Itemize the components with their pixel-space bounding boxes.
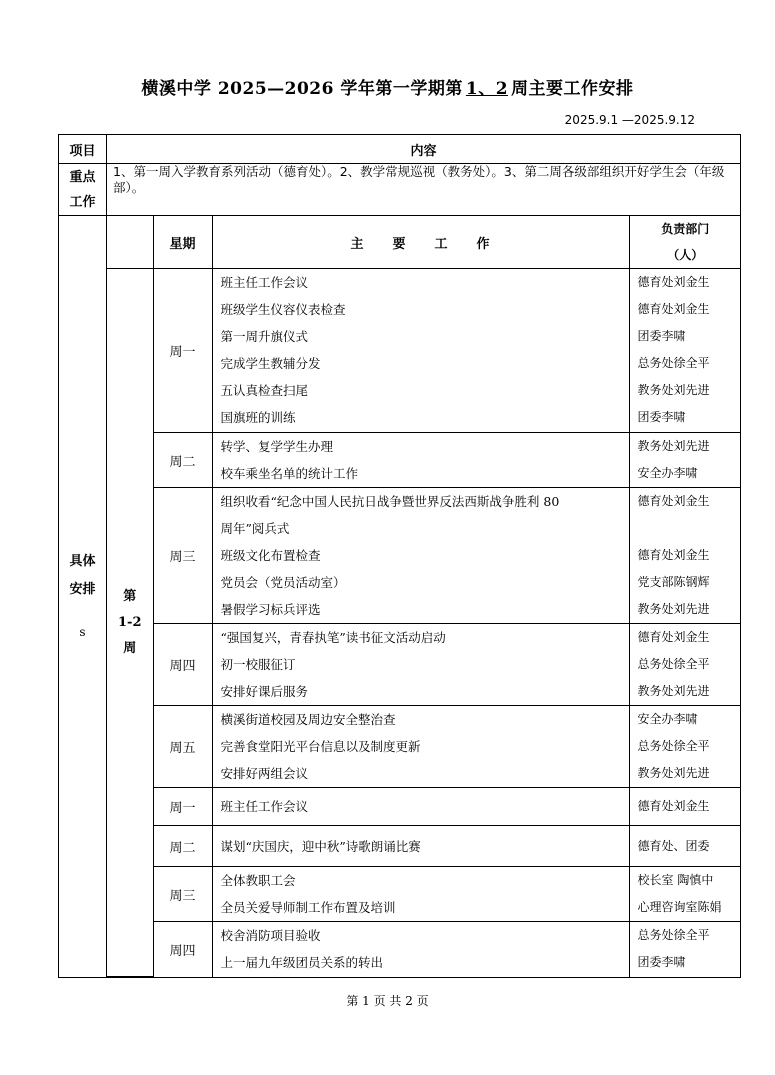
dept-item: 安全办李啸 <box>637 712 698 727</box>
weekday-cell: 周一 <box>153 269 212 433</box>
weekday-cell: 周四 <box>153 922 212 977</box>
work-item: 全员关爱导师制工作布置及培训 <box>220 900 396 916</box>
weekday-cell: 周三 <box>153 488 212 624</box>
side-mark: s <box>79 624 86 639</box>
dept-item: 党支部陈钢辉 <box>637 575 710 590</box>
dept-cell <box>629 922 741 977</box>
work-item: 班主任工作会议 <box>220 799 309 815</box>
work-cell <box>212 269 629 433</box>
work-item: 上一届九年级团员关系的转出 <box>220 955 384 971</box>
dept-cell <box>629 788 741 826</box>
work-item: 组织收看“纪念中国人民抗日战争暨世界反法西斯战争胜利 80 <box>220 494 560 510</box>
work-item: “强国复兴，青春执笔”读书征文活动启动 <box>220 630 446 646</box>
title-suffix: 周主要工作安排 <box>511 79 634 99</box>
weekday-cell: 周二 <box>153 433 212 488</box>
dept-item: 德育处刘金生 <box>637 799 710 814</box>
col-dept <box>629 216 741 269</box>
dept-item: 教务处刘先进 <box>637 383 710 398</box>
work-item: 班级学生仪容仪表检查 <box>220 302 346 318</box>
work-item: 完成学生教辅分发 <box>220 356 321 372</box>
work-item: 暑假学习标兵评选 <box>220 602 321 618</box>
title-weeks: 1、2 <box>465 79 509 99</box>
work-cell <box>212 826 629 867</box>
dept-item: 心理咨询室陈娟 <box>637 900 722 915</box>
col-work: 主 要 工 作 <box>212 216 629 269</box>
week-header-empty <box>107 216 153 269</box>
work-item: 校车乘坐名单的统计工作 <box>220 466 359 482</box>
key-work-text: 1、第一周入学教育系列活动（德育处）。2、教学常规巡视（教务处）。3、第二周各级部组织开好学生会（年级部）。 <box>107 164 741 216</box>
dept-item: 总务处徐全平 <box>637 356 710 371</box>
dept-item: 德育处刘金生 <box>637 494 710 509</box>
dept-item: 团委李啸 <box>637 410 686 425</box>
dept-cell <box>629 624 741 706</box>
dept-item: 校长室 陶慎中 <box>637 873 714 888</box>
dept-item: 教务处刘先进 <box>637 684 710 699</box>
dept-item: 安全办李啸 <box>637 466 698 481</box>
work-item: 全体教职工会 <box>220 873 296 889</box>
dept-item <box>630 515 742 542</box>
weekday-cell: 周五 <box>153 706 212 788</box>
weekday-cell: 周一 <box>153 788 212 826</box>
dept-item: 德育处、团委 <box>637 838 710 853</box>
work-cell <box>212 706 629 788</box>
work-cell <box>212 788 629 826</box>
dept-cell <box>629 826 741 867</box>
dept-item: 德育处刘金生 <box>637 302 710 317</box>
work-cell <box>212 433 629 488</box>
work-item: 转学、复学学生办理 <box>220 439 334 455</box>
document-title <box>0 74 775 99</box>
work-item: 初一校服征订 <box>220 657 296 673</box>
work-item: 五认真检查扫尾 <box>220 383 309 399</box>
work-item: 班级文化布置检查 <box>220 548 321 564</box>
col-dept-line2: （人） <box>667 248 704 263</box>
dept-item: 德育处刘金生 <box>637 275 710 290</box>
work-item: 安排好两组会议 <box>220 766 309 782</box>
dept-item: 总务处徐全平 <box>637 657 710 672</box>
week-label <box>107 269 153 977</box>
work-item: 谋划“庆国庆，迎中秋”诗歌朗诵比赛 <box>220 838 421 854</box>
dept-cell <box>629 433 741 488</box>
dept-cell <box>629 488 741 624</box>
side-label-cell <box>59 216 107 978</box>
side-label: 具体安排 <box>69 553 96 597</box>
dept-item: 总务处徐全平 <box>637 928 710 943</box>
work-item: 安排好课后服务 <box>220 684 309 700</box>
dept-cell <box>629 706 741 788</box>
dept-item: 教务处刘先进 <box>637 439 710 454</box>
dept-item: 德育处刘金生 <box>637 630 710 645</box>
date-range: 2025.9.1 —2025.9.12 <box>564 113 695 127</box>
dept-cell <box>629 867 741 922</box>
work-cell <box>212 488 629 624</box>
title-prefix: 横溪中学 2025—2026 学年第一学期第 <box>141 79 463 99</box>
dept-item: 教务处刘先进 <box>637 766 710 781</box>
work-item: 校舍消防项目验收 <box>220 928 321 944</box>
detail-table <box>107 216 741 977</box>
weekday-cell: 周二 <box>153 826 212 867</box>
header-item: 项目 <box>59 135 107 164</box>
weekday-cell: 周三 <box>153 867 212 922</box>
work-item: 完善食堂阳光平台信息以及制度更新 <box>220 739 421 755</box>
schedule-table <box>58 134 741 978</box>
key-work-label-text: 重点工作 <box>69 169 96 210</box>
work-item: 周年”阅兵式 <box>220 521 290 537</box>
dept-cell <box>629 269 741 433</box>
col-dept-line1: 负责部门 <box>661 222 710 237</box>
page-footer: 第 1 页 共 2 页 <box>346 994 429 1008</box>
work-item: 国旗班的训练 <box>220 410 296 426</box>
key-work-label <box>59 164 107 216</box>
dept-item: 团委李啸 <box>637 329 686 344</box>
dept-item: 总务处徐全平 <box>637 739 710 754</box>
dept-item: 教务处刘先进 <box>637 602 710 617</box>
dept-item: 团委李啸 <box>637 955 686 970</box>
work-item: 党员会（党员活动室） <box>220 575 346 591</box>
work-item: 第一周升旗仪式 <box>220 329 309 345</box>
work-cell <box>212 624 629 706</box>
work-cell <box>212 867 629 922</box>
header-content: 内容 <box>107 135 741 164</box>
week-label-text: 第1-2周 <box>118 588 142 656</box>
dept-item: 德育处刘金生 <box>637 548 710 563</box>
work-item: 班主任工作会议 <box>220 275 309 291</box>
work-cell <box>212 922 629 977</box>
weekday-cell: 周四 <box>153 624 212 706</box>
work-item: 横溪街道校园及周边安全整治查 <box>220 712 396 728</box>
col-weekday: 星期 <box>153 216 212 269</box>
